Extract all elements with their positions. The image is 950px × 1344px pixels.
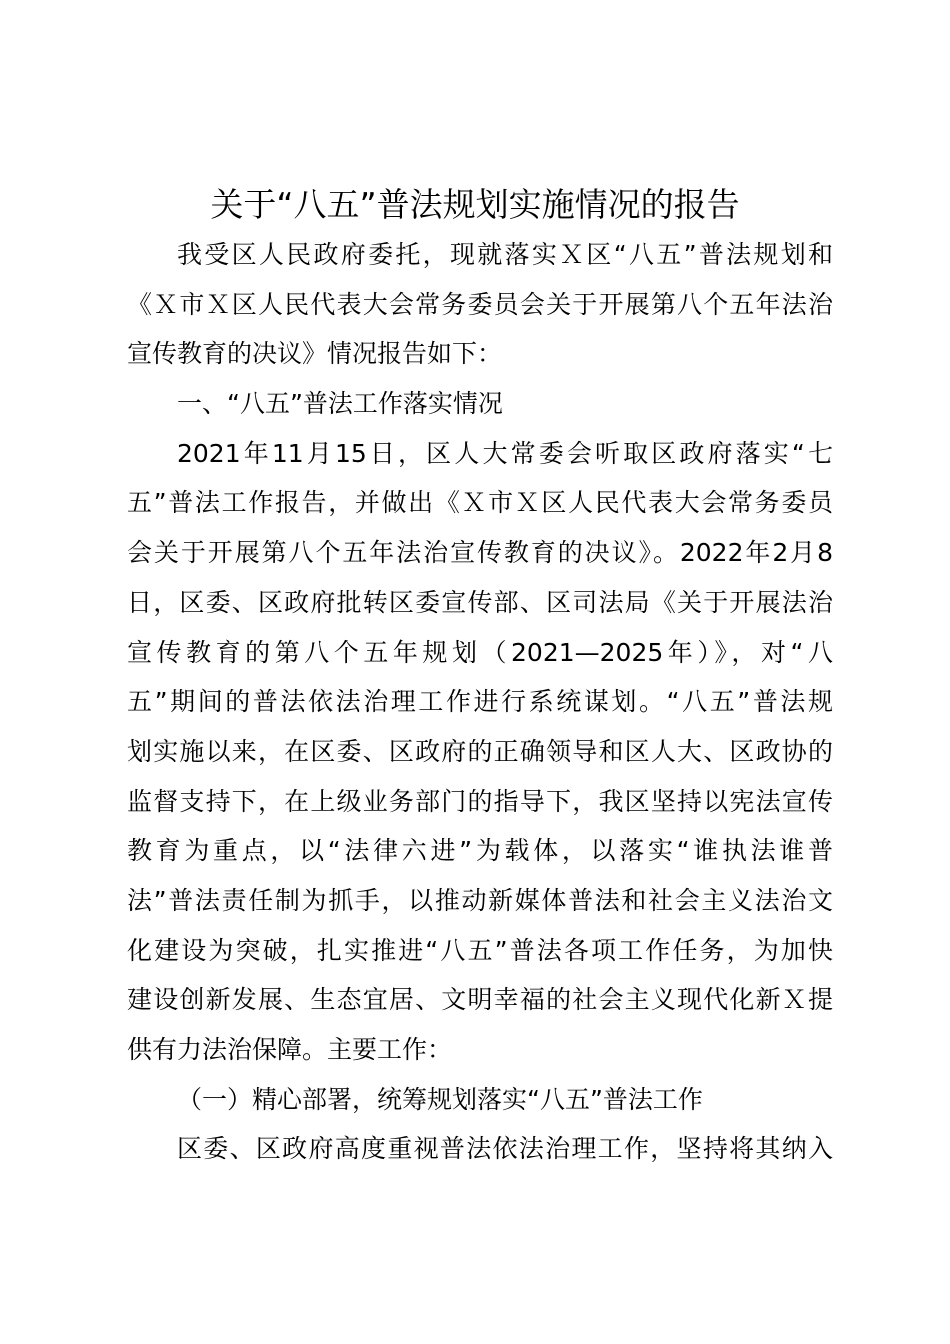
paragraph-line: 供有力法治保障。主要工作： xyxy=(127,1035,453,1064)
subsection-heading: （一）精心部署，统筹规划落实“八五”普法工作 xyxy=(177,1084,703,1114)
paragraph-line: 会关于开展第八个五年法治宣传教育的决议》。2022年2月8 xyxy=(127,538,833,568)
document-title: 关于“八五”普法规划实施情况的报告 xyxy=(210,185,740,224)
section-heading: 一、“八五”普法工作落实情况 xyxy=(177,389,503,419)
paragraph-line: 五”普法工作报告，并做出《Ｘ市Ｘ区人民代表大会常务委员 xyxy=(127,488,833,518)
document-body xyxy=(127,230,833,1174)
paragraph-line: 日，区委、区政府批转区委宣传部、区司法局《关于开展法治 xyxy=(127,587,833,617)
paragraph-line: 我受区人民政府委托，现就落实Ｘ区“八五”普法规划和 xyxy=(177,240,833,269)
paragraph-line: 宣传教育的决议》情况报告如下： xyxy=(127,339,503,369)
paragraph-line: 建设创新发展、生态宜居、文明幸福的社会主义现代化新Ｘ提 xyxy=(127,985,833,1015)
paragraph-line: 宣传教育的第八个五年规划（2021—2025年）》，对“八 xyxy=(127,637,833,667)
paragraph-line: 划实施以来，在区委、区政府的正确领导和区人大、区政协的 xyxy=(127,736,833,766)
paragraph-line: 监督支持下，在上级业务部门的指导下，我区坚持以宪法宣传 xyxy=(127,786,833,816)
paragraph-line: 五”期间的普法依法治理工作进行系统谋划。“八五”普法规 xyxy=(127,687,833,717)
paragraph-line: 法”普法责任制为抓手，以推动新媒体普法和社会主义法治文 xyxy=(127,885,833,915)
paragraph-line: 区委、区政府高度重视普法依法治理工作，坚持将其纳入 xyxy=(177,1134,833,1164)
paragraph-line: 化建设为突破，扎实推进“八五”普法各项工作任务，为加快 xyxy=(127,935,833,965)
paragraph-line: 《Ｘ市Ｘ区人民代表大会常务委员会关于开展第八个五年法治 xyxy=(127,289,833,319)
paragraph-line: 教育为重点，以“法律六进”为载体，以落实“谁执法谁普 xyxy=(127,836,833,866)
paragraph-line: 2021年11月15日，区人大常委会听取区政府落实“七 xyxy=(177,438,833,468)
